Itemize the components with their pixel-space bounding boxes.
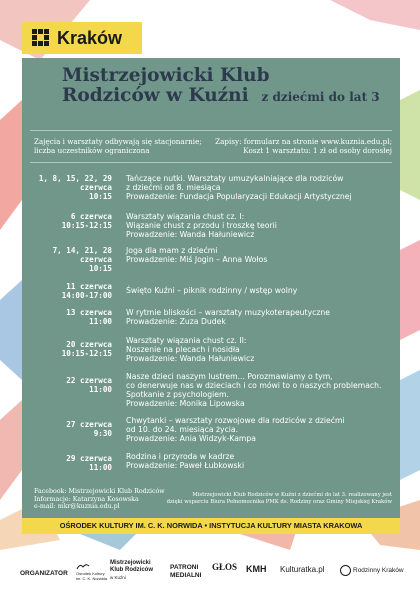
program-panel — [22, 58, 400, 518]
event-date: 20 czerwca 10:15-12:15 — [61, 340, 112, 358]
kulturatka-logo: Kulturatka.pl — [280, 565, 325, 574]
title-suffix: z dziećmi do lat 3 — [261, 90, 380, 104]
divider — [30, 130, 392, 131]
support-note: Mistrzejowicki Klub Rodziców w Kuźni z dziećmi do lat 3. realizowany jest dzięki wsparciu Biura Pełnomocnika PMK ds. Rodziny oraz Gminy Miejskiej Kraków — [166, 492, 392, 505]
rodzinny-krakow-logo: Rodzinny Kraków — [340, 565, 404, 576]
info-left-line2: liczba uczestników ograniczona — [34, 146, 150, 155]
event-description: Tańczące nutki. Warsztaty umuzykalniające dla rodziców z dziećmi od 8. miesiąca Prowadzenie: Fundacja Popularyzacji Edukacji Artystycznej — [126, 174, 352, 201]
event-description: W rytmie bliskości – warsztaty muzykoterapeutyczne Prowadzenie: Zuza Dudek — [126, 308, 330, 326]
okn-name-line1: Ośrodek Kultury — [345, 51, 389, 57]
event-description: Warsztaty wiązania chust cz. I: Wiązanie chust z przodu i troszkę teorii Prowadzenie: Wanda Hałuniewicz — [126, 212, 277, 239]
krakow-wordmark: Kraków — [57, 27, 123, 48]
info-left-line1: Zajęcia i warsztaty odbywają się stacjonarnie; — [34, 137, 202, 146]
footer-band: OŚRODEK KULTURY IM. C. K. NORWIDA • INSTYTUCJA KULTURY MIASTA KRAKOWA — [22, 518, 400, 534]
facebook-link[interactable]: Facebook: Mistrzejowicki Klub Rodziców — [34, 488, 165, 495]
kmh-logo: KMH — [246, 564, 267, 574]
title-line1: Mistrzejowicki Klub — [62, 65, 270, 86]
event-date: 13 czerwca 11:00 — [66, 308, 112, 326]
event-date: 29 czerwca 11:00 — [66, 454, 112, 472]
event-description: Warsztaty wiązania chust cz. II: Noszenie na plecach i nosidła Prowadzenie: Wanda Hałuniewicz — [126, 336, 255, 363]
event-date: 7, 14, 21, 28 czerwca 10:15 — [52, 246, 112, 273]
contact-info — [34, 488, 165, 511]
okn-emblem-icon — [347, 30, 387, 48]
info-person: Informacje: Katarzyna Kosowska — [34, 495, 139, 503]
partners-bar — [0, 558, 420, 588]
info-right — [202, 137, 392, 155]
event-description: Chwytanki – warsztaty rozwojowe dla rodziców z dziećmi od 10. do 24. miesiąca życia. Prowadzenie: Ania Widzyk-Kampa — [126, 416, 345, 443]
event-date: 1, 8, 15, 22, 29 czerwca 10:15 — [38, 174, 112, 201]
mkr-logo: Mistrzejowicki Klub Rodziców w Kuźni — [110, 560, 153, 580]
event-description: Joga dla mam z dziećmi Prowadzenie: Miś Jogin – Anna Wołos — [126, 246, 268, 264]
media-patrons-label: PATRONI MEDIALNI — [170, 564, 202, 579]
event-date: 27 czerwca 9:30 — [66, 420, 112, 438]
event-date: 22 czerwca 11:00 — [66, 376, 112, 394]
cost-info: Koszt 1 warsztatu: 1 zł od osoby dorosłej — [243, 146, 392, 155]
krakow-logo-icon — [32, 29, 50, 47]
event-date: 11 czerwca 14:00-17:00 — [61, 282, 112, 300]
glos-logo: GŁOS — [212, 562, 238, 572]
okn-small-logo: Ośrodek Kultury im. C. K. Norwida — [76, 562, 107, 581]
rodzinny-emblem-icon — [340, 565, 351, 576]
divider — [30, 162, 392, 163]
krakow-logo — [22, 22, 142, 54]
registration-info: Zapisy: formularz na stronie www.kuznia.edu.pl; — [215, 137, 392, 146]
email-link[interactable]: e-mail: mkr@kuznia.edu.pl — [34, 503, 120, 510]
event-description: Święto Kuźni – piknik rodzinny / wstęp wolny — [126, 286, 298, 295]
page-title — [62, 66, 380, 107]
event-description: Nasze dzieci naszym lustrem... Porozmawiamy o tym, co denerwuje nas w dzieciach i co mówi to o naszych problemach. Spotkanie z psychologiem. Prowadzenie: Monika Lipowska — [126, 372, 382, 408]
event-description: Rodzina i przyroda w kadrze Prowadzenie: Paweł Łubkowski — [126, 452, 245, 470]
okn-small-emblem-icon — [76, 562, 90, 570]
organizer-label: ORGANIZATOR — [20, 570, 68, 577]
title-line2: Rodziców w Kuźni — [62, 85, 249, 106]
event-date: 6 czerwca 10:15-12:15 — [61, 212, 112, 230]
